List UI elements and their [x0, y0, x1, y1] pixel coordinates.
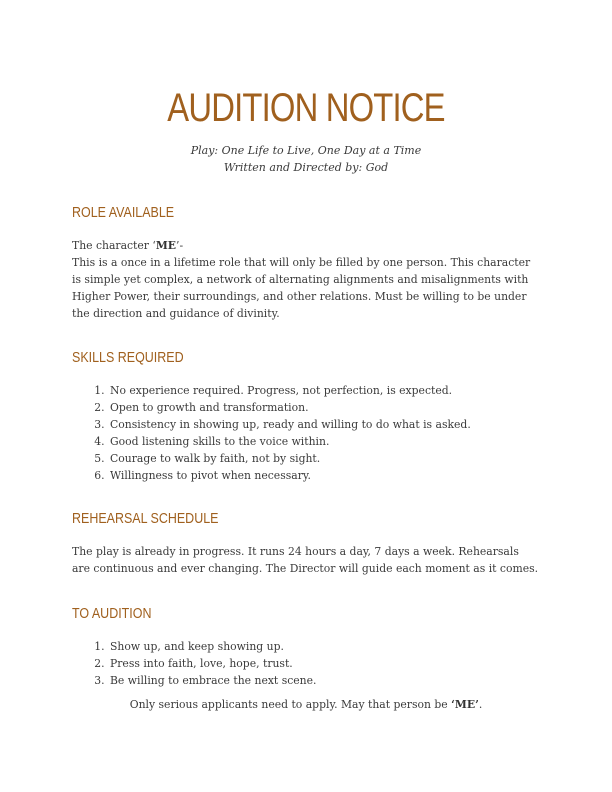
audition-list [72, 638, 540, 689]
list-item: 2. Press into faith, love, hope, trust. [108, 655, 540, 672]
play-title: Play: One Life to Live, One Day at a Time [190, 144, 422, 157]
list-item: 1. Show up, and keep showing up. [108, 638, 540, 655]
list-item: 5. Courage to walk by faith, not by sight. [108, 450, 540, 467]
role-description: This is a once in a lifetime role that will only be filled by one person. This character is simple yet complex, a network of alternating alignments and misalignments with Higher Power, their surroundings, and other relations. Must be willing to be under the direction and guidance of divinity. [72, 256, 531, 320]
closing-line [72, 698, 540, 711]
closing-name: ‘ME’ [451, 698, 479, 711]
role-intro [72, 237, 540, 254]
skills-heading: SKILLS REQUIRED [72, 350, 184, 366]
rehearsal-text: The play is already in progress. It runs 24 hours a day, 7 days a week. Rehearsals are continuous and ever changing. The Director will guide each moment as it comes. [72, 545, 539, 575]
list-item: 6. Willingness to pivot when necessary. [108, 467, 540, 484]
role-heading: ROLE AVAILABLE [72, 205, 175, 221]
list-item: 4. Good listening skills to the voice within. [108, 433, 540, 450]
role-intro-suffix: ’- [176, 239, 184, 252]
page-title: AUDITION NOTICE [167, 86, 445, 130]
role-intro-name: ME [155, 239, 177, 252]
audition-heading: TO AUDITION [72, 606, 152, 622]
list-item: 3. Consistency in showing up, ready and willing to do what is asked. [108, 416, 540, 433]
role-intro-prefix: The character ‘ [72, 239, 156, 252]
list-item: 2. Open to growth and transformation. [108, 399, 540, 416]
skills-list [72, 382, 540, 484]
closing-suffix: . [478, 698, 483, 711]
list-item: 1. No experience required. Progress, not perfection, is expected. [108, 382, 540, 399]
credits: Written and Directed by: God [223, 161, 389, 174]
closing-prefix: Only serious applicants need to apply. May that person be [129, 698, 452, 711]
rehearsal-heading: REHEARSAL SCHEDULE [72, 511, 219, 527]
list-item: 3. Be willing to embrace the next scene. [108, 672, 540, 689]
